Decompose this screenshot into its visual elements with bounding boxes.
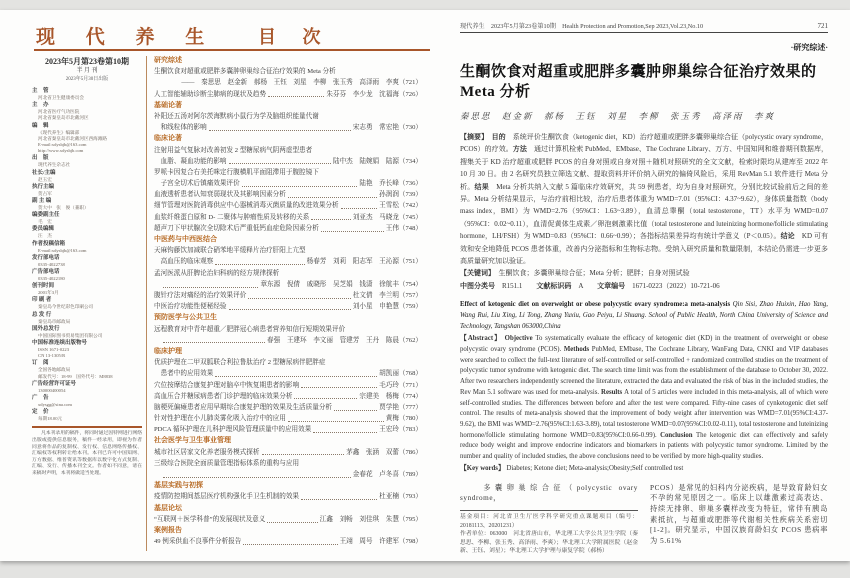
body-column-left <box>460 483 638 556</box>
toc-item-line <box>154 167 422 178</box>
masthead-value: 贺占军 <box>38 190 52 196</box>
body-column-right <box>650 483 828 556</box>
masthead-entry <box>32 340 142 359</box>
masthead-value: 2001年3月 <box>38 290 59 296</box>
toc-item-authors-page: 章东源 倪倩 戚晓彤 吴芝娟 钱潇 徐航丰（754） <box>260 280 422 288</box>
abstract-cn <box>460 131 828 267</box>
toc-item-authors-page: 茅鑫 张涵 双蕾（786） <box>346 448 422 456</box>
toc-item-title: 中医治疗功能性便秘经验 <box>154 303 227 311</box>
masthead-value: 0335-4022738 <box>38 261 65 267</box>
english-affiliation: School of Public Health, North China University of Science and Technology, Tangshan 063000,China <box>460 312 828 331</box>
toc-item-line <box>154 156 422 167</box>
rich-text-segment: KD 可有效和安全地降低 PCOS 患者体重，改善内分泌指标和生物标志物。受纳入研究质量和数量限制，本结论仍需进一步更多高质量研究加以验证。 <box>460 232 828 266</box>
toc-item-title: 三级综合医院全面质量管理指标体系的重构与应用 <box>154 459 300 467</box>
toc-dot-leader <box>209 130 351 131</box>
toc-item-title: 和线粒体的影响 <box>154 124 207 132</box>
toc-item-title: “互联网＋医学科普”的发展现状及意义 <box>154 515 266 523</box>
toc-item-line <box>154 122 422 133</box>
toc-item-line <box>154 178 422 189</box>
toc-dot-leader <box>163 287 259 288</box>
masthead-label: 副 主 编 <box>32 198 52 205</box>
toc-section-heading: 预防医学与公共卫生 <box>154 313 217 322</box>
article-title: 生酮饮食对超重或肥胖多囊肿卵巢综合征治疗效果的 Meta 分析 <box>460 64 817 100</box>
masthead-label: 主 办 <box>32 102 49 109</box>
toc-section-heading: 社会医学与卫生事业管理 <box>154 436 231 445</box>
toc-item-title <box>154 335 161 346</box>
masthead-label: 创刊时间 <box>32 283 55 290</box>
toc-item-line <box>154 335 422 346</box>
toc-item-title: 天麻钩藤饮加减联合硝苯地平缓释片治疗肝阳上亢型 <box>154 247 306 255</box>
rich-text-segment: A <box>578 281 598 290</box>
toc-item-line <box>154 189 422 200</box>
toc-item-line <box>154 458 422 469</box>
toc-dot-leader <box>301 387 377 388</box>
toc-item-line <box>154 380 422 391</box>
rich-text-segment: The ketogenic diet can effectively and safely reduce body weight and improve endocrine indicators and biomarkers in patients with polycystic tumor syndrome. Limited by the number and quality of included studies, the above conclusions need to be verified by more high-quality studies. <box>460 431 828 461</box>
toc-item-line <box>154 268 422 279</box>
rich-bold-segment: 方法 <box>512 145 534 154</box>
masthead-entry <box>32 184 142 197</box>
masthead-sidebar <box>32 56 142 478</box>
rich-bold-segment: Methods <box>563 345 592 353</box>
toc-item-line <box>154 447 422 458</box>
english-authors: Qin Sisi, Zhao Huixin, Hao Yang, Wang Rui, Liu Xing, Li Tong, Zhang Yuxiu, Gao Peiyu, Li Shuang. <box>460 301 828 320</box>
footnote-affiliation: 作者单位：063000 河北省唐山市，华北理工大学公共卫生学院（秦思思、李柳、张玉秀、高泽雨、李爽）；华北理工大学附属医院（赵金新、王钰、刘星）；华北理工大学护理与康复学院（郝杨） <box>460 531 638 555</box>
toc-item-line <box>154 413 422 424</box>
masthead-value: 赵玉宏 <box>38 176 52 182</box>
toc-item-title: 远程教育对中青年超重／肥胖冠心病患者营养知信行短期效果评价 <box>154 325 346 333</box>
toc-list <box>154 55 422 547</box>
english-title-block <box>460 299 828 332</box>
masthead-label: 编委副主任 <box>32 212 60 219</box>
masthead-value: E-mail:xdysbjb@163.com <box>38 247 87 253</box>
masthead-entry <box>32 123 142 155</box>
masthead-entry <box>32 409 142 422</box>
masthead-label: 出 版 <box>32 155 49 162</box>
journal-title: 现 代 养 生 <box>36 27 218 48</box>
masthead-value: 全国各地邮政局 <box>38 367 71 373</box>
toc-item-title: 高血压合并糖尿病患者门诊护理的临床效果分析 <box>154 392 293 400</box>
toc-item-line <box>154 223 422 234</box>
toc-item-title: 超声刀下甲状腺次全切除术后严重低钙血症危险因素分析 <box>154 224 319 232</box>
masthead-entry <box>32 395 142 408</box>
toc-dot-leader <box>243 544 337 545</box>
toc-dot-leader <box>163 477 351 478</box>
masthead-value: 秦皇岛今世纪彩色印刷公司 <box>38 304 94 310</box>
toc-item-authors-page: 春强 王建环 李文丽 管建芳 王丹 陈晨（762） <box>267 336 422 344</box>
toc-item-authors-page: 杜文倩 李兰明（757） <box>352 291 422 299</box>
masthead-entry <box>32 155 142 168</box>
masthead-value: 河北省医疗气功医院 <box>38 109 80 115</box>
masthead-value: 毛 宏 <box>38 219 52 225</box>
masthead-value: 邮发代号：18-99 国外代号：M8838 <box>38 373 113 379</box>
toc-item-line <box>154 290 422 301</box>
masthead-value: E-mail:xdysbjb@163.com <box>38 142 87 148</box>
masthead-entry <box>32 297 142 310</box>
toc-item-line <box>154 111 422 122</box>
toc-vertical-divider <box>146 56 147 551</box>
masthead-label: 主 管 <box>32 88 49 94</box>
masthead-value: 汪 杰 <box>38 233 52 239</box>
masthead-value: 中国国际图书贸易集团有限公司 <box>38 332 103 338</box>
toc-dot-leader <box>229 309 351 310</box>
toc-item-line <box>154 424 422 435</box>
masthead-label: 编 辑 <box>32 122 49 129</box>
masthead-label: 中国标准连续出版物号 <box>32 340 88 347</box>
masthead-entry <box>32 88 142 101</box>
article-content <box>460 10 828 556</box>
masthead-value: ISSN 1671-0223 <box>38 347 70 353</box>
toc-item-line <box>154 301 422 312</box>
toc-item-title: 罗哌卡因复合右美托咪定行腹横肌平面阻滞用于腹腔镜下 <box>154 168 319 176</box>
toc-item-authors-page: 江鑫 刘畅 刘佳琪 朱慧（795） <box>319 515 422 523</box>
article-authors: 秦思思 赵金新 郝杨 王钰 刘星 李柳 张玉秀 高泽雨 李爽 <box>460 111 776 121</box>
toc-dot-leader <box>163 342 265 343</box>
rich-bold-segment: 结论 <box>780 232 802 241</box>
masthead-label: 社长/主编 <box>32 169 56 176</box>
body-paragraph-start: 多囊卵巢综合征（polycystic ovary syndrome， <box>460 483 638 503</box>
toc-item-title: 生酮饮食对超重或肥胖多囊肿卵巢综合征治疗效果的 Meta 分析 <box>154 68 336 76</box>
toc-item-title: 孟河医派从肝脾论治妇科病的经方规律探析 <box>154 269 280 277</box>
toc-item-title: 患者中的应用效果 <box>154 370 214 378</box>
masthead-entry <box>32 283 142 296</box>
rich-text-segment: 系统评价生酮饮食（ketogenic diet，KD）治疗超重或肥胖多囊卵巢综合征（polycystic ovary syndrome，PCOS）的疗效。 <box>460 133 829 154</box>
toc-item-line <box>154 212 422 223</box>
classification-line <box>460 280 828 292</box>
rich-text-segment: Diabetes; Ketone diet; Meta-analysis;Obesity;Self controlled test <box>506 464 684 472</box>
masthead-value: 河北省秦皇岛市北戴河区 <box>38 115 89 121</box>
toc-item-line <box>154 324 422 335</box>
toc-item-line <box>154 491 422 502</box>
issue-pubdate: 2023年5月30日出版 <box>65 77 109 82</box>
masthead-value: 河北省秦皇岛市北戴河区西海滩路 <box>38 135 107 141</box>
toc-dot-leader <box>248 298 350 299</box>
toc-section-heading: 中医药与中西医结合 <box>154 235 217 244</box>
masthead-entry <box>32 198 142 211</box>
rich-bold-segment: 【关键词】 <box>460 269 499 278</box>
rich-text-segment: 生酮饮食；多囊卵巢综合征；Meta 分析；肥胖；自身对照试验 <box>498 269 690 278</box>
masthead-value: 河北省卫生健康委员会 <box>38 95 84 100</box>
rich-text-segment: R151.1 <box>502 281 537 290</box>
toc-dot-leader <box>215 264 304 265</box>
rich-text-segment: 通过计算机检索 PubMed、EMbase、The Cochrane Library、万方、中国知网和维普期刊数据库，搜集关于 KD 治疗超重或肥胖 PCOS 的自身对照或自身对照＋随机对照研究的全文文献，检索时限均从建库至 2022 年 10 月 30 日。由 2 名研究员独立筛选文献、提取资料并评价纳入研究的偏倚风险后，采用 RevMan 5.1 软件进行 Meta 分析。 <box>460 145 828 191</box>
toc-item-line <box>154 357 422 368</box>
masthead-value: 贺大中 张 俊（兼职） <box>38 205 89 211</box>
toc-item-title: 高血压的临床观察 <box>154 258 214 266</box>
toc-section-heading: 临床护理 <box>154 346 182 355</box>
rich-bold-segment: 文献标识码 <box>536 281 579 290</box>
toc-dot-leader <box>334 410 377 411</box>
toc-item-line <box>154 66 422 77</box>
issue-volume: 2023年5月第23卷第10期 <box>45 57 129 66</box>
toc-item-title: 注射用益气复脉对改善初发 2 型糖尿病气阴两虚型患者 <box>154 146 313 154</box>
toc-item-title: 城市社区居家文化养老服务模式探析 <box>154 448 260 456</box>
toc-item-authors-page: 黄梅（780） <box>385 415 422 423</box>
toc-item-title: 血脂、凝血功能的影响 <box>154 157 227 165</box>
toc-dot-leader <box>301 499 377 500</box>
toc-item-authors-page: —— 秦思思 赵金新 郝杨 王钰 刘星 李柳 张玉秀 高泽雨 李爽（721） <box>181 79 422 87</box>
masthead-entry <box>32 102 142 121</box>
toc-dot-leader <box>341 208 378 209</box>
toc-dot-leader <box>313 432 377 433</box>
toc-dot-leader <box>288 421 384 422</box>
contents-title: 目 次 <box>258 27 332 47</box>
copyright-notice: 凡本刊录用的稿件，将同时通过因特网进行网络出版或提供信息服务，稿件一经录用，即视为作者同意将作品的复制权、发行权、信息网络传播权、汇编权等权利转让给本刊。本刊已许可中国知网、万方数据、维普资讯等数据库以数字化方式复制、汇编、发行、传播本刊全文。作者如不同意，请在来稿时声明，本刊将做适当处理。 <box>32 431 142 477</box>
toc-page <box>20 10 430 561</box>
masthead-entry <box>32 226 142 239</box>
masthead-entry <box>32 312 142 325</box>
footnote-fund: 基金项目：河北省卫生厅医学科学研究重点课题项目（编号：20181113、20201231） <box>460 513 638 529</box>
masthead-label: 执行主编 <box>32 183 55 190</box>
masthead-entry <box>32 241 142 254</box>
column-mark: ·研究综述· <box>790 43 828 52</box>
toc-item-authors-page: 毛巧玲（771） <box>379 381 422 389</box>
toc-item-title <box>154 279 161 290</box>
english-title: Effect of ketogenic diet on overweight or obese polycystic ovary syndrome:a meta-analysis <box>460 301 733 309</box>
masthead-label: 广 告 <box>32 395 49 402</box>
masthead-value: 每期18.00元 <box>38 416 63 422</box>
masthead-label: 作者投稿信箱 <box>32 240 66 247</box>
masthead-label: 广告部电话 <box>32 269 60 276</box>
masthead-label: 国外总发行 <box>32 325 60 332</box>
masthead-entry <box>32 269 142 282</box>
toc-dot-leader <box>268 96 324 97</box>
masthead-entry <box>32 255 142 268</box>
header-rule <box>34 49 430 51</box>
toc-item-line <box>154 77 422 88</box>
toc-section-heading: 研究综述 <box>154 56 182 64</box>
toc-item-authors-page: 王雪松（742） <box>379 202 422 210</box>
toc-item-authors-page: 刘小星 申艳慧（759） <box>352 303 422 311</box>
rich-bold-segment: 【Key words】 <box>460 464 507 472</box>
masthead-entry <box>32 381 142 394</box>
toc-item-title <box>154 469 161 480</box>
masthead-entry <box>32 212 142 225</box>
body-columns <box>460 483 828 556</box>
toc-section-heading: 基层论坛 <box>154 503 182 512</box>
toc-item-authors-page: 宋志勇 常宏艳（730） <box>352 124 422 132</box>
toc-item-line <box>154 402 422 413</box>
toc-section-heading: 案例报告 <box>154 526 182 535</box>
masthead-entry <box>32 360 142 379</box>
toc-item-line <box>154 368 422 379</box>
toc-item-line <box>154 145 422 156</box>
running-header <box>460 10 828 33</box>
toc-item-authors-page: 孙润润（739） <box>379 191 422 199</box>
masthead-entry <box>32 326 142 339</box>
toc-item-authors-page: 陆艳 乔长峰（736） <box>359 180 422 188</box>
footnote-block <box>460 510 638 556</box>
keywords-en <box>460 463 828 474</box>
toc-item-line <box>154 256 422 267</box>
toc-item-authors-page: 杜亚楠（793） <box>379 493 422 501</box>
toc-dot-leader <box>294 398 357 399</box>
toc-item-title: 腹针疗法对痛经的治疗效果评价 <box>154 291 247 299</box>
masthead-label: 广告经营许可证号 <box>32 380 77 387</box>
masthead-label: 总 发 行 <box>32 311 52 318</box>
toc-item-title: 优质护理在二甲双胍联合利拉鲁肽治疗 2 型糖尿病伴肥胖症 <box>154 359 326 367</box>
toc-section-heading: 基础论著 <box>154 100 182 109</box>
toc-dot-leader <box>288 197 377 198</box>
toc-item-authors-page: 金春花 卢冬喜（789） <box>352 471 422 479</box>
rich-bold-segment: 【Abstract】 Objective <box>460 335 536 343</box>
masthead-label: 定 价 <box>32 409 49 416</box>
toc-item-authors-page: 王宏玲（783） <box>379 426 422 434</box>
sidebar-rule <box>32 426 142 428</box>
body-paragraph-continued: PCOS）是常见的妇科内分泌疾病，是导致育龄妇女不孕的常见原因之一。临床上以雄激素过高表达、持续无排卵、卵巢多囊样改变为特征，常伴有胰岛素抵抗，与超重或肥胖等代谢相关性疾病关系密切[1-2]。研究显示，中国汉族育龄妇女 PCOS 患病率为 5.61% <box>650 483 828 545</box>
toc-item-title: 穴位按摩结合康复护理对脑卒中恢复期患者的影响 <box>154 381 300 389</box>
rich-bold-segment: Conclusion <box>660 431 696 439</box>
toc-item-title: 血液透析患者认知衰弱现状及其影响因素分析 <box>154 191 286 199</box>
keywords-cn <box>460 267 828 279</box>
issue-info <box>32 56 142 84</box>
masthead-value: xdysgg@sina.com <box>38 402 72 408</box>
toc-item-authors-page: 刘亚杰 马晓龙（745） <box>352 213 422 221</box>
rich-bold-segment: 中图分类号 <box>460 281 502 290</box>
masthead-label: 订 阅 <box>32 360 49 367</box>
toc-dot-leader <box>242 186 358 187</box>
toc-item-authors-page: 陆中杰 陆婉娟 陆源（734） <box>332 157 422 165</box>
toc-dot-leader <box>262 454 345 455</box>
toc-item-line <box>154 469 422 480</box>
toc-item-title: 细节管理对医院消毒供应中心器械消毒灭菌质量的改进效果分析 <box>154 202 339 210</box>
toc-item-line <box>154 200 422 211</box>
toc-item-title: PDCA 循环护理在儿科护理风险管理质量中的应用效果 <box>154 426 312 434</box>
toc-dot-leader <box>215 376 377 377</box>
toc-dot-leader <box>321 231 384 232</box>
masthead-entry <box>32 170 142 183</box>
scanned-pages <box>0 10 850 561</box>
rich-bold-segment: Results <box>601 388 625 396</box>
masthead-value: 现代养生杂志社 <box>38 162 71 168</box>
toc-dot-leader <box>267 522 317 523</box>
masthead-value: 0335-4022180 <box>38 276 65 282</box>
toc-item-title: 针对性护理在小儿肺炎雾化吸入治疗中的应用 <box>154 415 286 423</box>
masthead-value: CN 13-1305/R <box>38 353 66 359</box>
toc-item-authors-page: 王伟（748） <box>385 224 422 232</box>
toc-item-authors-page: 胡凯丽（768） <box>379 370 422 378</box>
rich-text-segment: PubMed, EMbase, The Cochrane Library, WanFang Data, CNKI and VIP databases were searched to collect the full-text literature of self-controlled or self-controlled + randomized controlled studies on the treatment of polycystic tumor syndrome with ketogenic diet. The search time limit was from the establishment of the database to October 30, 2022. After two researchers independently screened the literature, extracted the data and evaluated the risk of bias in the included studies, the Rev Man 5.1 software was used for meta-analysis. <box>460 345 828 396</box>
toc-section-heading: 临床论著 <box>154 134 182 143</box>
toc-section-heading: 基层实践与初探 <box>154 481 203 490</box>
toc-item-title: 血浆纤维蛋白原和 D- 二聚体与肿瘤性质及转移的关系 <box>154 213 310 221</box>
article-page <box>432 10 850 561</box>
issue-frequency: 半 月 刊 <box>76 68 98 74</box>
masthead-value: 《现代养生》编辑部 <box>38 129 80 135</box>
toc-dot-leader <box>229 163 331 164</box>
masthead-value: 秦皇岛市邮政局 <box>38 318 71 324</box>
toc-item-authors-page: 朱芬芬 李少龙 沈福海（726） <box>326 90 422 98</box>
toc-item-authors-page: 宗建美 杨梅（774） <box>359 392 422 400</box>
masthead-label: 发行部电话 <box>32 254 60 261</box>
toc-item-title: 人工智能辅助诊断尘肺病的现状及趋势 <box>154 90 267 98</box>
toc-item-authors-page: 贾学艳（777） <box>379 403 422 411</box>
toc-item-line <box>154 89 422 100</box>
rich-text-segment: 1671-0223（2022）10-721-06 <box>632 281 720 290</box>
toc-item-title: 49 例采供血不良事件分析报告 <box>154 538 242 546</box>
toc-item-authors-page: 王翊 周号 许建军（798） <box>339 538 422 546</box>
rich-bold-segment: 文章编号 <box>597 281 633 290</box>
rich-text-segment: To systematically evaluate the efficacy of ketogenic diet (KD) in the treatment of overweight or obese polycystic ovary syndrome (PCOS). <box>460 335 828 353</box>
toc-item-title: 疫情防控期间基层医疗机构强化手卫生机制的效果 <box>154 493 300 501</box>
toc-item-title: 补阳还五汤对阿尔茨海默病小鼠行为学及脑组织能量代谢 <box>154 112 319 120</box>
rich-text-segment: A total of 5 articles were included in this meta-analysis, all of which were self-controlled studies. The differences between before and after the test were compared. Fifty-nine cases of cynketogenic diet self control. The results of meta-analysis showed that the improvement of body weight after intervention was WMD=7.01(95%CI:4.37-9.62), the BMI was WMD=2.76(95%CI:1.63-3.89), total testosterone WMD=0.07(95%CI:0.02-0.11), total testosterone and luteinizing hormone/follicle stimulating hormone WMD=0.83(95%CI:0.66-0.99). <box>460 388 828 439</box>
toc-item-line <box>154 245 422 256</box>
rich-bold-segment: 结果 <box>474 182 497 191</box>
rich-bold-segment: 【摘要】 目的 <box>460 133 513 141</box>
masthead-label: 印 刷 者 <box>32 297 52 304</box>
toc-item-line <box>154 279 422 290</box>
page-number: 721 <box>817 22 828 30</box>
masthead-label: 委员编辑 <box>32 226 55 233</box>
masthead-value: http://www.xdysbjb.com <box>38 148 84 154</box>
toc-item-line <box>154 536 422 547</box>
running-header-journal: 现代养生 2023年5月第23卷第10期 Health Protection and Promotion,Sep 2023,Vol.23,No.10 <box>460 23 704 30</box>
rich-text-segment: Meta 分析共纳入文献 5 篇临床疗效研究，共 59 例患者，均为自身对照研究，分别比较试验前后之间的差异。Meta 分析结果显示，与治疗前相比较，治疗后患者体重为 WMD=7.01（95%CI：4.37~9.62），身体质量指数（body mass index，BMI）为 WMD=2.76（95%CI：1.63~3.89），血清总睾酮（total testosterone，TT）水平为 WMD=0.07（95%CI：0.02~0.11），血清促黄体生成素／卵泡刺激素比值（total testosterone and luteinizing hormone/follicle stimulating hormone，LH/FSH）为 WMD=0.83（95%CI：0.66~0.99）；各指标结果差异均有统计学意义（P＜0.05）。 <box>460 182 829 241</box>
toc-item-title: 子宫全切术后镇痛效果评价 <box>154 180 240 188</box>
toc-item-line <box>154 514 422 525</box>
masthead-list <box>32 88 142 422</box>
toc-item-line <box>154 391 422 402</box>
toc-item-title: 脑梗死偏瘫患者应用早期综合康复护理的效果及生活质量分析 <box>154 403 333 411</box>
masthead-value: 130000400054 <box>38 387 66 393</box>
abstract-en <box>460 334 828 462</box>
toc-dot-leader <box>311 219 350 220</box>
toc-item-authors-page: 杨春芳 刘莉 阳志军 王沁源（751） <box>306 258 422 266</box>
